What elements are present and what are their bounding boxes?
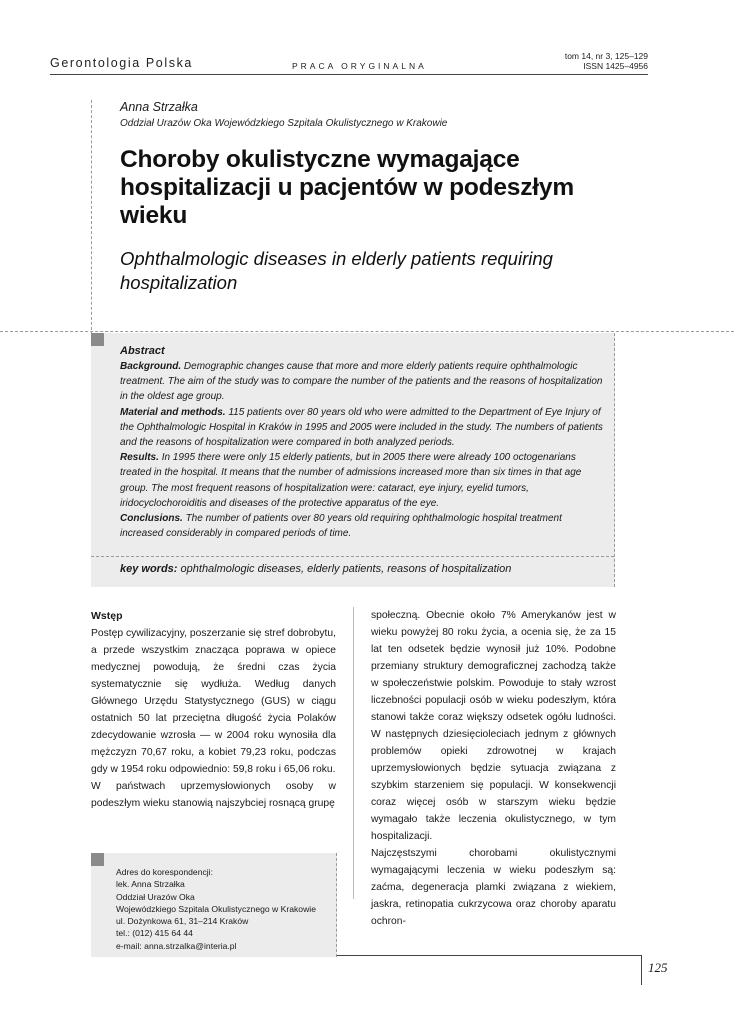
issn-line: ISSN 1425–4956 bbox=[583, 61, 648, 71]
keywords-label: key words: bbox=[120, 563, 178, 575]
results-label: Results. bbox=[120, 452, 159, 464]
correspondence-marker-square bbox=[91, 853, 104, 866]
correspondence-label: Adres do korespondencji: bbox=[116, 867, 213, 877]
correspondence-email[interactable]: e-mail: anna.strzalka@interia.pl bbox=[116, 940, 237, 951]
author-name: Anna Strzałka bbox=[120, 100, 198, 114]
methods-text: 115 patients over 80 years old who were admitted to the Department of Eye Injury of the Ophthalmologic Hospital in Kraków in 1995 and 2005 were included in the study. The numbers of patients and the reasons of hospitalization were compared in both analyzed periods. bbox=[120, 406, 603, 449]
body-paragraph: Postęp cywilizacyjny, poszerzanie się stref dobrobytu, a przede wszystkim znacząca poprawa w opiece medycznej powodują, że średni czas życia systematycznie się wydłuża. Według danych Głównego Urzędu Statystycznego (GUS) w ciągu ostatnich 50 lat przeciętna długość życia Polaków zdecydowanie wzrosła — w 2004 roku wynosiła dla mężczyzn 70,67 roku, a kobiet 79,23 roku, podczas gdy w 1954 roku odpowiednio: 59,8 roku i 65,06 roku. bbox=[91, 628, 336, 775]
header-rule bbox=[50, 74, 648, 75]
keywords-separator bbox=[91, 556, 614, 557]
article-title-polish: Choroby okulistyczne wymagające hospitalizacji u pacjentów w podeszłym wieku bbox=[120, 146, 574, 229]
footer-rule bbox=[337, 955, 642, 956]
abstract-marker-square bbox=[91, 333, 104, 346]
body-column-left bbox=[91, 607, 336, 812]
conclusions-label: Conclusions. bbox=[120, 513, 183, 525]
article-title-english: Ophthalmologic diseases in elderly patients requiring hospitalization bbox=[120, 248, 553, 293]
journal-name: Gerontologia Polska bbox=[50, 56, 193, 70]
body-paragraph: W państwach uprzemysłowionych osoby w podeszłym wieku stanowią najszybciej rosnącą grupę bbox=[91, 781, 336, 809]
correspondence-hospital: Wojewódzkiego Szpitala Okulistycznego w Krakowie bbox=[116, 903, 316, 914]
author-affiliation: Oddział Urazów Oka Wojewódzkiego Szpitala Okulistycznego w Krakowie bbox=[120, 118, 448, 129]
section-heading-introduction: Wstęp bbox=[91, 610, 123, 622]
issue-info bbox=[565, 51, 648, 71]
footer-vertical-rule bbox=[641, 955, 642, 985]
abstract-top-guide bbox=[0, 331, 734, 332]
background-label: Background. bbox=[120, 361, 182, 372]
conclusions-text: The number of patients over 80 years old requiring ophthalmologic hospital treatment increased considerably in compared periods of time. bbox=[120, 513, 562, 540]
body-column-right bbox=[371, 607, 616, 930]
keywords-text: ophthalmologic diseases, elderly patients, reasons of hospitalization bbox=[180, 563, 512, 575]
keywords bbox=[120, 563, 511, 575]
column-divider bbox=[353, 607, 354, 899]
margin-guide bbox=[91, 100, 92, 340]
abstract-background bbox=[120, 359, 606, 405]
abstract-conclusions bbox=[120, 511, 606, 541]
correspondence-address bbox=[116, 866, 331, 952]
abstract-results bbox=[120, 450, 606, 511]
correspondence-phone: tel.: (012) 415 64 44 bbox=[116, 928, 193, 939]
correspondence-street: ul. Dożynkowa 61, 31–214 Kraków bbox=[116, 916, 249, 927]
background-text: Demographic changes cause that more and more elderly patients require ophthalmologic treatment. The aim of the study was to compare the number of the patients and the reasons of hospitalization in the oldest age group. bbox=[120, 361, 603, 403]
body-paragraph: społeczną. Obecnie około 7% Amerykanów jest w wieku powyżej 80 roku życia, a ocenia się, że za 15 lat ten odsetek będzie wynosił już 10%. Podobne przemiany struktury demograficznej zachodzą także w społeczeństwie polskim. Powoduje to stały wzrost liczebności populacji osób w wieku podeszłym, która stanowi także coraz większy odsetek ogółu ludności. W następnych dziesięcioleciach jednym z głównych problemów opieki zdrowotnej w krajach uprzemysłowionych będzie sytuacja związana z szybkim starzeniem się populacji. W konsekwencji coraz więcej osób w starszym wieku będzie wymagało także leczenia okulistycznego, w tym hospitalizacji. bbox=[371, 610, 616, 842]
abstract-content bbox=[120, 344, 606, 541]
correspondence-name: lek. Anna Strzałka bbox=[116, 879, 185, 890]
methods-label: Material and methods. bbox=[120, 406, 226, 418]
results-text: In 1995 there were only 15 elderly patients, but in 2005 there were already 100 octogenarians treated in the hospital. It means that the number of admissions increased more than six times in that age group. The most frequent reasons of hospitalization were: cataract, eye injury, eyelid tumors, iridocyclochoroiditis and diseases of the protective apparatus of the eye. bbox=[120, 452, 582, 509]
page-number: 125 bbox=[648, 960, 668, 975]
abstract-methods bbox=[120, 405, 606, 451]
correspondence-department: Oddział Urazów Oka bbox=[116, 891, 195, 902]
abstract-heading: Abstract bbox=[120, 345, 165, 357]
volume-line: tom 14, nr 3, 125–129 bbox=[564, 51, 648, 61]
body-paragraph: Najczęstszymi chorobami okulistycznymi wymagającymi leczenia w wieku podeszłym są: zaćma, degeneracja plamki związana z wiekiem, jaskra, retinopatia cukrzycowa oraz choroby aparatu ochron- bbox=[371, 848, 616, 927]
article-type-label: PRACA ORYGINALNA bbox=[292, 61, 427, 71]
